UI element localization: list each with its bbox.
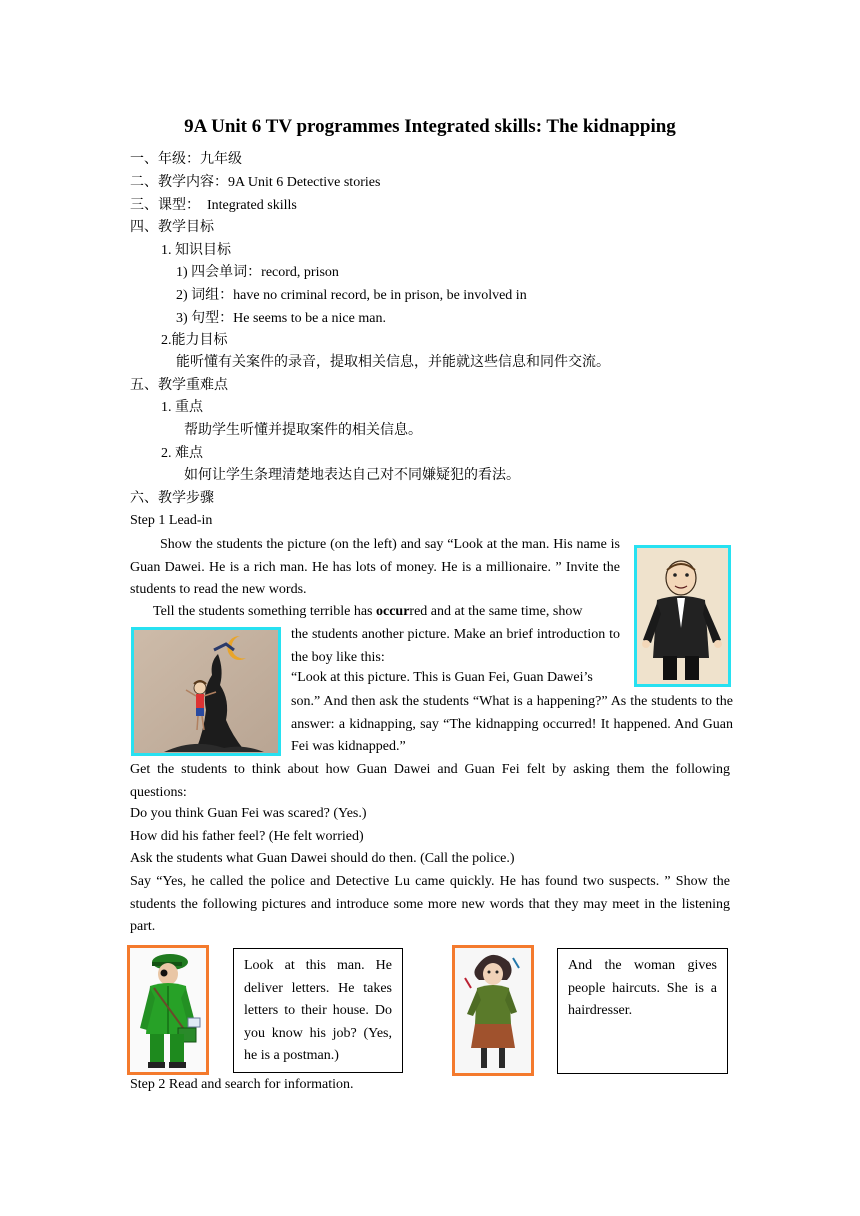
knowledge-item-sentence: 3) 句型：He seems to be a nice man. — [176, 311, 386, 326]
goals-heading: 四、教学目标 — [130, 220, 214, 235]
lesson-type-line: 三、课型： Integrated skills — [130, 198, 297, 213]
question-3: Ask the students what Guan Dawei should do then. (Call the police.) — [130, 851, 515, 866]
hairdresser-description-box: And the woman gives people haircuts. She is a hairdresser. — [557, 948, 728, 1074]
postman-description-box: Look at this man. He deliver letters. He takes letters to their house. Do you know his job? (Yes, he is a postman.) — [233, 948, 403, 1073]
p2-text-start: Tell the students something terrible has — [153, 604, 376, 619]
difficulty-heading: 2. 难点 — [161, 446, 203, 461]
content-line: 二、教学内容：9A Unit 6 Detective stories — [130, 175, 381, 190]
step2-heading: Step 2 Read and search for information. — [130, 1077, 354, 1092]
page-title: 9A Unit 6 TV programmes Integrated skills: The kidnapping — [184, 116, 676, 137]
grade-line: 一、年级：九年级 — [130, 152, 242, 167]
difficulty-text: 如何让学生条理清楚地表达自己对不同嫌疑犯的看法。 — [184, 468, 520, 483]
question-1: Do you think Guan Fei was scared? (Yes.) — [130, 806, 367, 821]
postman-picture — [127, 945, 209, 1075]
steps-heading: 六、教学步骤 — [130, 491, 214, 506]
question-2: How did his father feel? (He felt worried) — [130, 829, 364, 844]
guan-dawei-picture — [634, 545, 731, 687]
knowledge-heading: 1. 知识目标 — [161, 243, 231, 258]
focus-heading: 1. 重点 — [161, 400, 203, 415]
ability-text: 能听懂有关案件的录音，提取相关信息，并能就这些信息和同件交流。 — [176, 355, 610, 370]
ability-heading: 2.能力目标 — [161, 333, 228, 348]
step1-paragraph-4: Say “Yes, he called the police and Detective Lu came quickly. He has found two suspects. ” Show the students the following pictures and introduce some more new words that they may meet in the listening part. — [130, 874, 730, 934]
step1-paragraph-1: Show the students the picture (on the left) and say “Look at the man. His name is Guan Dawei. He is a rich man. He has lots of money. He is a millionaire. ” Invite the students to read the new words. — [130, 537, 620, 597]
step1-paragraph-2-line2: the students another picture. Make an brief introduction to the boy like this: — [291, 627, 620, 665]
step1-paragraph-3: Get the students to think about how Guan Dawei and Guan Fei felt by asking them the following questions: — [130, 762, 730, 800]
focus-text: 帮助学生听懂并提取案件的相关信息。 — [184, 423, 422, 438]
p2-text-end: red and at the same time, show — [409, 604, 583, 619]
knowledge-item-phrases: 2) 词组：have no criminal record, be in prison, be involved in — [176, 288, 527, 303]
step1-heading: Step 1 Lead-in — [130, 513, 213, 528]
guan-fei-picture — [131, 627, 281, 756]
step1-paragraph-2-line1 — [153, 602, 582, 622]
occur-word: occur — [375, 604, 410, 619]
step1-paragraph-2-quote: “Look at this picture. This is Guan Fei, Guan Dawei’s — [291, 670, 593, 685]
hairdresser-picture — [452, 945, 534, 1076]
step1-paragraph-2-tail: son.” And then ask the students “What is a happening?” As the students to the answer: a kidnapping, say “The kidnapping occurred! It happened. And Guan Fei was kidnapped.” — [291, 694, 733, 754]
knowledge-item-words: 1) 四会单词：record, prison — [176, 265, 339, 280]
keypoints-heading: 五、教学重难点 — [130, 378, 228, 393]
